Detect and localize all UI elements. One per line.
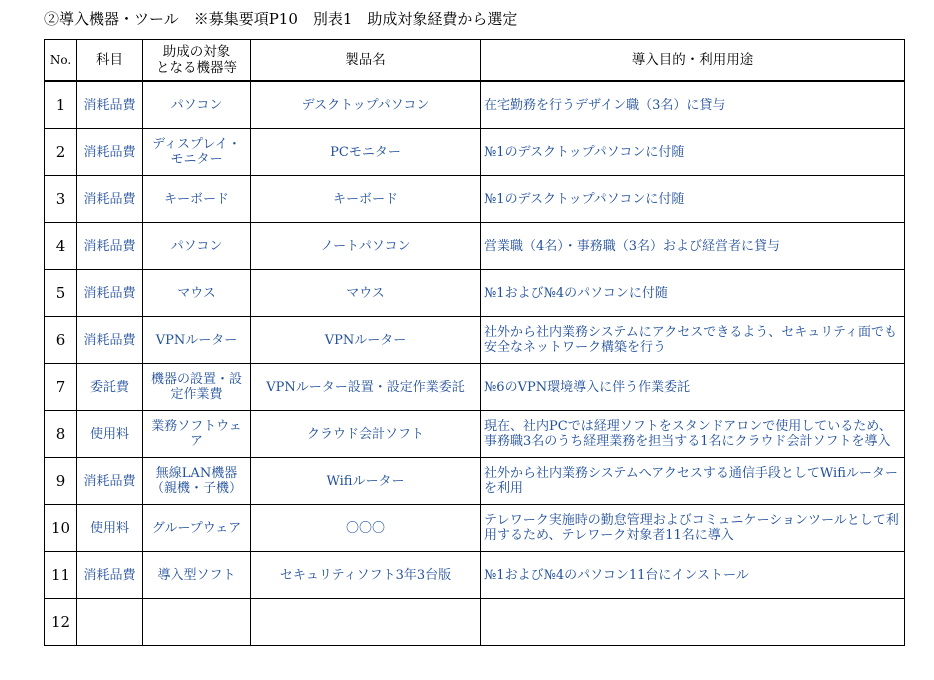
row-subject <box>77 599 143 646</box>
row-product: セキュリティソフト3年3台版 <box>251 552 481 599</box>
row-purpose: №1のデスクトップパソコンに付随 <box>481 129 905 176</box>
row-no: 2 <box>45 129 77 176</box>
row-product: マウス <box>251 270 481 317</box>
row-subject: 委託費 <box>77 364 143 411</box>
table-row <box>45 270 905 317</box>
table-row <box>45 599 905 646</box>
row-equipment: VPNルーター <box>143 317 251 364</box>
row-no: 9 <box>45 458 77 505</box>
row-product: VPNルーター設置・設定作業委託 <box>251 364 481 411</box>
row-purpose: №6のVPN環境導入に伴う作業委託 <box>481 364 905 411</box>
row-purpose: №1および№4のパソコン11台にインストール <box>481 552 905 599</box>
table-row <box>45 364 905 411</box>
header-equipment <box>143 40 251 82</box>
row-no: 3 <box>45 176 77 223</box>
row-subject: 消耗品費 <box>77 129 143 176</box>
table-row <box>45 458 905 505</box>
header-purpose: 導入目的・利用用途 <box>481 40 905 82</box>
row-purpose: 営業職（4名）・事務職（3名）および経営者に貸与 <box>481 223 905 270</box>
row-purpose: 現在、社内PCでは経理ソフトをスタンドアロンで使用しているため、事務職3名のうち経理業務を担当する1名にクラウド会計ソフトを導入 <box>481 411 905 458</box>
row-product: クラウド会計ソフト <box>251 411 481 458</box>
row-equipment: パソコン <box>143 81 251 129</box>
row-subject: 消耗品費 <box>77 458 143 505</box>
row-equipment: 機器の設置・設定作業費 <box>143 364 251 411</box>
table-header-row <box>45 40 905 82</box>
table-row <box>45 411 905 458</box>
row-no: 10 <box>45 505 77 552</box>
table-row <box>45 552 905 599</box>
row-purpose: 社外から社内業務システムへアクセスする通信手段としてWifiルーターを利用 <box>481 458 905 505</box>
row-equipment: マウス <box>143 270 251 317</box>
row-no: 8 <box>45 411 77 458</box>
row-subject: 消耗品費 <box>77 552 143 599</box>
row-subject: 消耗品費 <box>77 270 143 317</box>
table-row <box>45 505 905 552</box>
row-equipment <box>143 599 251 646</box>
row-product: 〇〇〇 <box>251 505 481 552</box>
row-no: 12 <box>45 599 77 646</box>
row-purpose: 社外から社内業務システムにアクセスできるよう、セキュリティ面でも安全なネットワーク構築を行う <box>481 317 905 364</box>
row-purpose: 在宅勤務を行うデザイン職（3名）に貸与 <box>481 81 905 129</box>
row-product: VPNルーター <box>251 317 481 364</box>
row-purpose: №1のデスクトップパソコンに付随 <box>481 176 905 223</box>
header-equipment-line2: となる機器等 <box>156 60 237 76</box>
row-equipment: ディスプレイ・モニター <box>143 129 251 176</box>
equipment-table <box>44 39 905 646</box>
row-equipment: グループウェア <box>143 505 251 552</box>
row-subject: 消耗品費 <box>77 176 143 223</box>
table-row <box>45 317 905 364</box>
row-equipment: 無線LAN機器（親機・子機） <box>143 458 251 505</box>
row-no: 7 <box>45 364 77 411</box>
row-equipment: 業務ソフトウェア <box>143 411 251 458</box>
row-no: 11 <box>45 552 77 599</box>
row-subject: 消耗品費 <box>77 81 143 129</box>
row-no: 5 <box>45 270 77 317</box>
row-equipment: 導入型ソフト <box>143 552 251 599</box>
row-product <box>251 599 481 646</box>
table-row <box>45 129 905 176</box>
section-title: ②導入機器・ツール ※募集要項P10 別表1 助成対象経費から選定 <box>44 10 518 28</box>
row-product: デスクトップパソコン <box>251 81 481 129</box>
row-subject: 消耗品費 <box>77 317 143 364</box>
row-no: 1 <box>45 81 77 129</box>
row-no: 4 <box>45 223 77 270</box>
row-equipment: パソコン <box>143 223 251 270</box>
header-equipment-line1: 助成の対象 <box>162 44 231 60</box>
row-subject: 使用料 <box>77 505 143 552</box>
table-body <box>45 81 905 646</box>
row-product: Wifiルーター <box>251 458 481 505</box>
header-product: 製品名 <box>251 40 481 82</box>
row-purpose <box>481 599 905 646</box>
row-purpose: №1および№4のパソコンに付随 <box>481 270 905 317</box>
row-purpose: テレワーク実施時の勤怠管理およびコミュニケーションツールとして利用するため、テレワーク対象者11名に導入 <box>481 505 905 552</box>
row-product: キーボード <box>251 176 481 223</box>
header-subject: 科目 <box>77 40 143 82</box>
row-subject: 使用料 <box>77 411 143 458</box>
table-row <box>45 81 905 129</box>
table-row <box>45 223 905 270</box>
row-subject: 消耗品費 <box>77 223 143 270</box>
row-product: PCモニター <box>251 129 481 176</box>
row-product: ノートパソコン <box>251 223 481 270</box>
row-equipment: キーボード <box>143 176 251 223</box>
row-no: 6 <box>45 317 77 364</box>
header-no: No. <box>45 40 77 82</box>
table-row <box>45 176 905 223</box>
